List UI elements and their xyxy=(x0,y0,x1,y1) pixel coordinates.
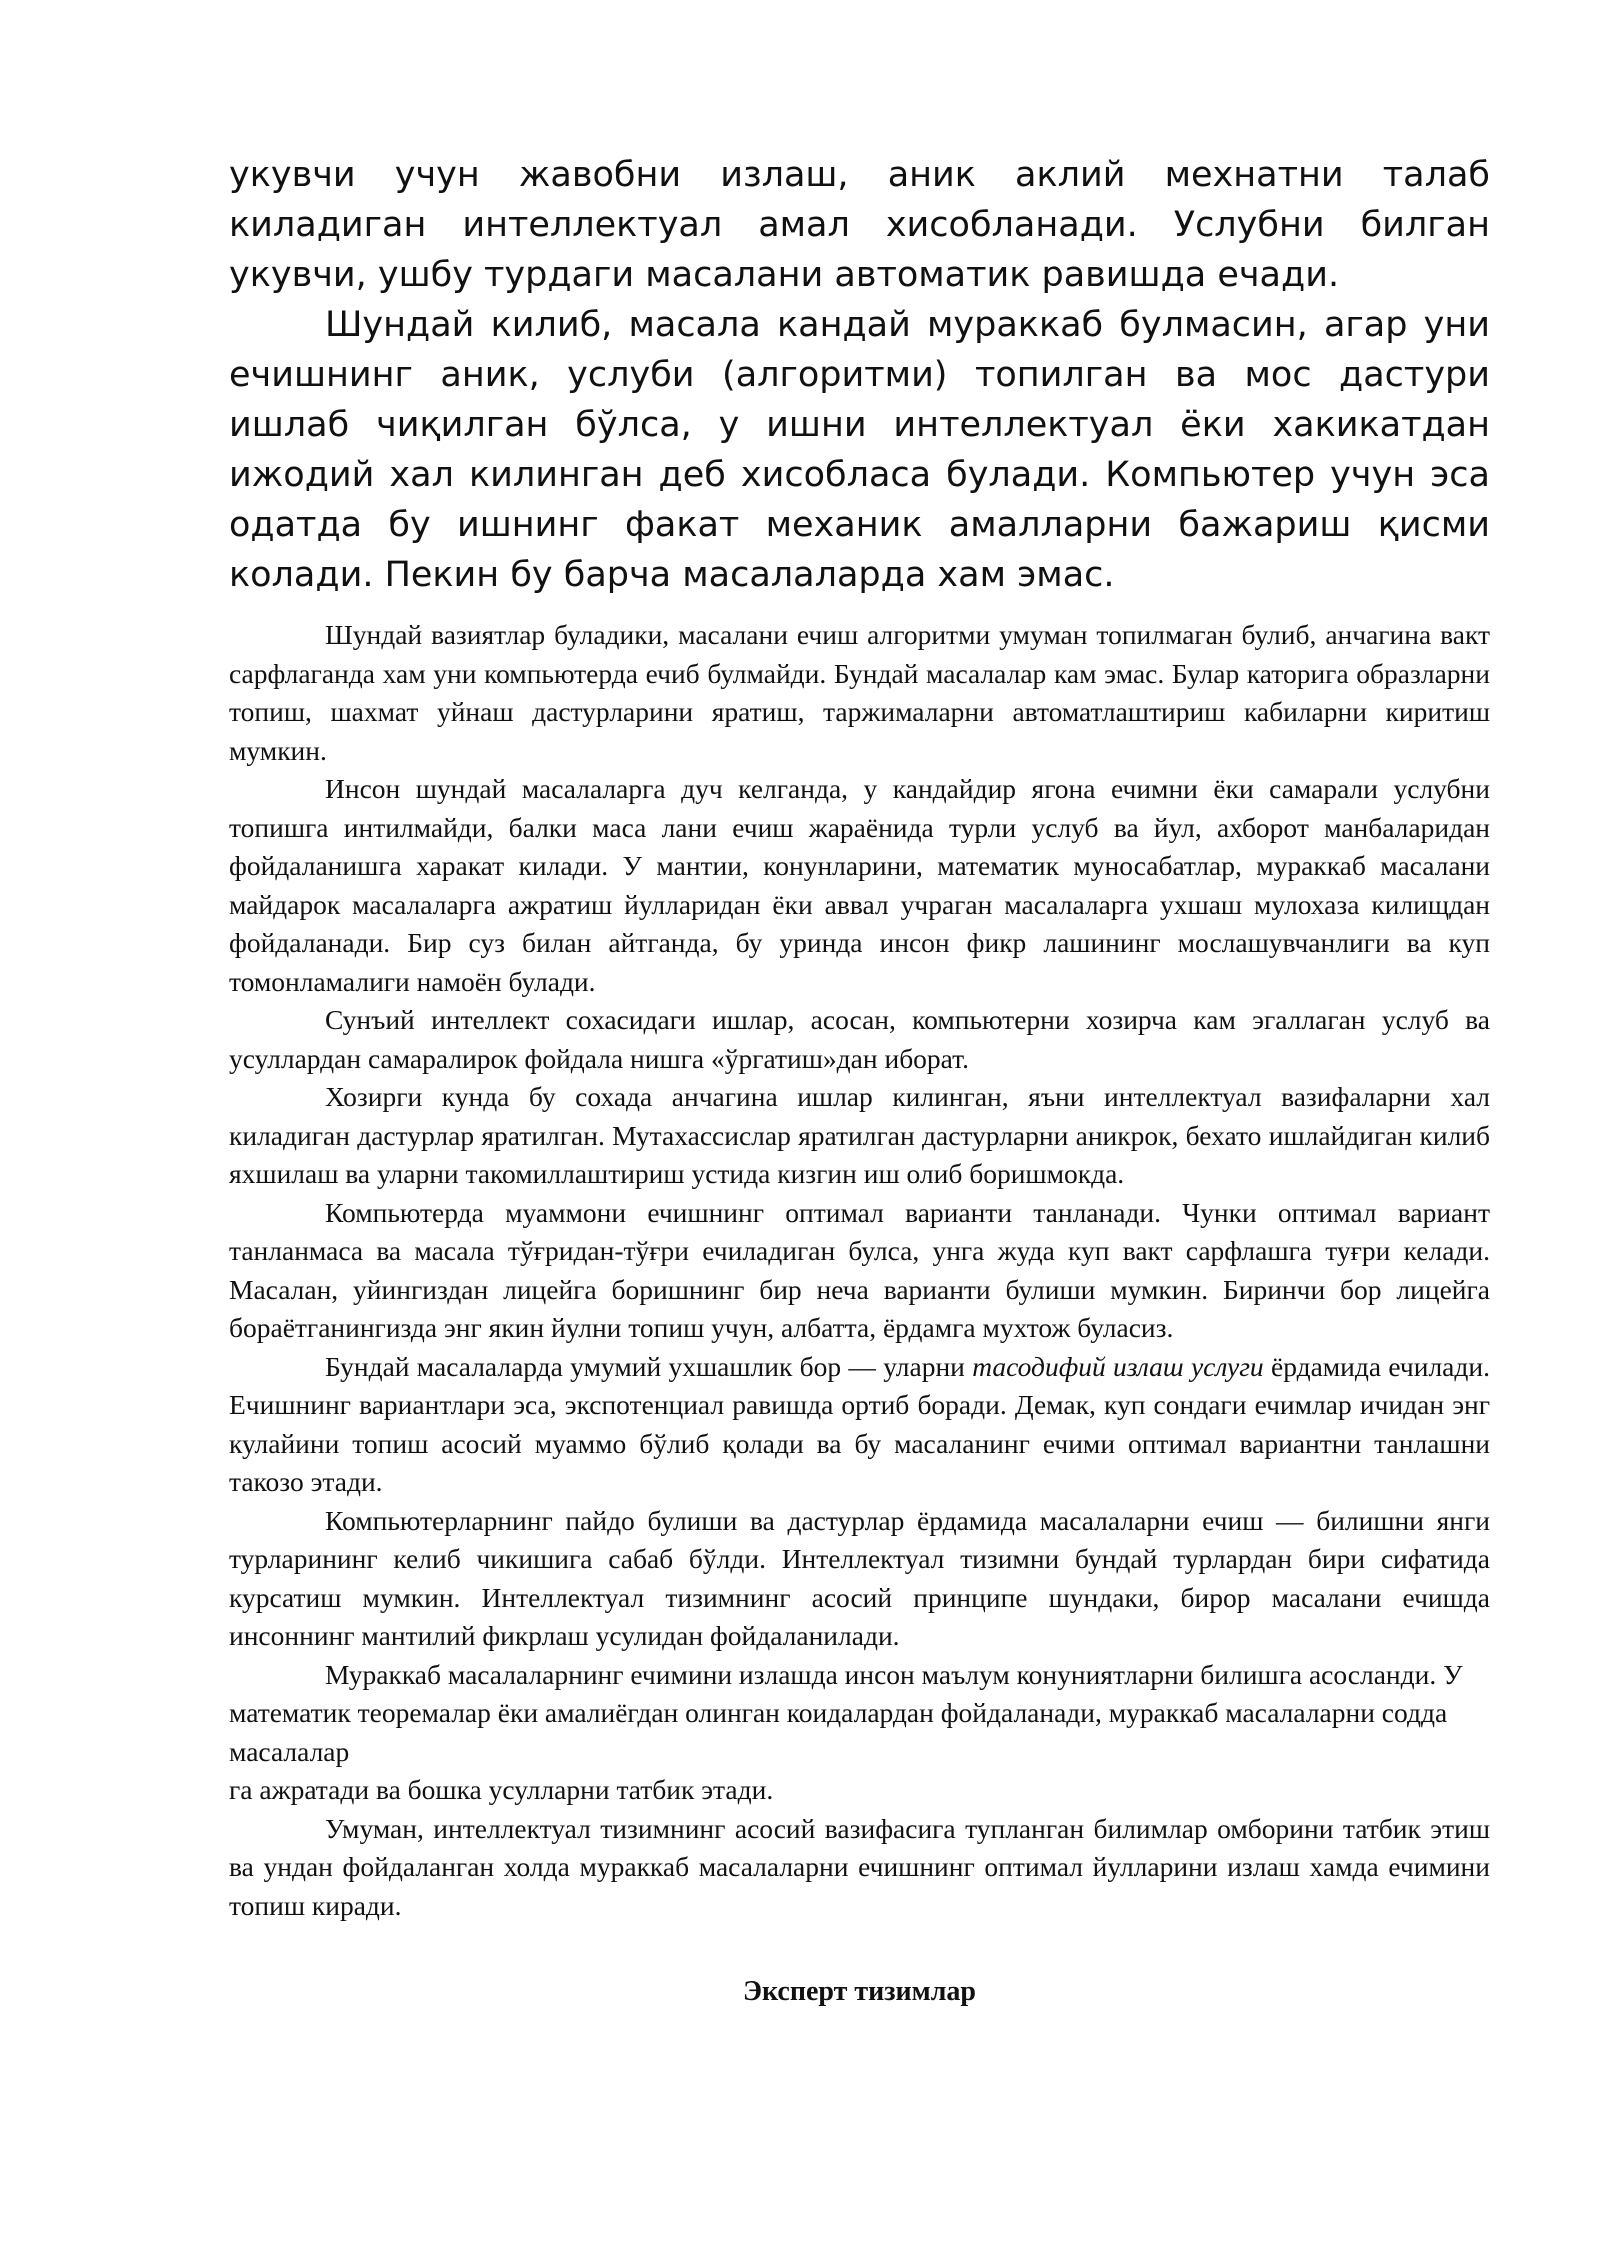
paragraph-random-search xyxy=(229,1348,1490,1502)
paragraph-continued: укувчи учун жавобни излаш, аник аклий мехнатни талаб киладиган интеллектуал амал хисобланади. Услубни билган укувчи, ушбу турдаги масалани автоматик равишда ечади. xyxy=(229,155,1490,295)
paragraph-optimal-variant: Компьютерда муаммони ечишнинг оптимал варианти танланади. Чунки оптимал вариант танланмаса ва масала тўғридан-тўғри ечиладиган булса, унга жуда куп вакт сарфлашга туғри келади. Масалан, уйингиздан лицейга боришнинг бир неча варианти булиши мумкин. Биринчи бор лицейга бораётганингизда энг якин йулни топиш учун, албатта, ёрдамга мухтож буласиз. xyxy=(229,1196,1490,1343)
paragraph-intelligent-system: Компьютерларнинг пайдо булиши ва дастурлар ёрдамида масалаларни ечиш — билишни янги турларининг келиб чикишига сабаб бўлди. Интеллектуал тизимни бундай турлардан бири сифатида курсатиш мумкин. Интеллектуал тизимнинг асосий принципе шундаки, бирор масалани ечишда инсоннинг мантилий фикрлаш усулидан фойдаланилади. xyxy=(229,1504,1490,1651)
paragraph-main-task: Умуман, интеллектуал тизимнинг асосий вазифасига тупланган билимлар омборини татбик этиш ва ундан фойдаланган холда мураккаб масалаларни ечишнинг оптимал йулларини излаш хамда ечимини топиш киради. xyxy=(229,1812,1490,1921)
paragraph-complex-problems-part2: га ажратади ва бошка усулларни татбик этади. xyxy=(229,1774,774,1805)
document-page xyxy=(229,150,1490,2012)
paragraph-human-approach: Инсон шундай масалаларга дуч келганда, у кандайдир ягона ечимни ёки самарали услубни топишга интилмайди, балки маса лани ечиш жараёнида турли услуб ва йул, ахборот манбаларидан фойдаланишга харакат килади. У мантии, конунларини, математик муносабатлар, мураккаб масалани майдарок масалаларга ажратиш йулларидан ёки аввал учраган масалаларга ухшаш мулохаза килищдан фойдаланади. Бир суз билан айтганда, бу уринда инсон фикр лашининг мослашувчанлиги ва куп томонламалиги намоён булади. xyxy=(229,773,1490,997)
paragraph-situations: Шундай вазиятлар буладики, масалани ечиш алгоритми умуман топилмаган булиб, анчагина вакт сарфлаганда хам уни компьютерда ечиб булмайди. Бундай масалалар кам эмас. Булар каторига образларни топиш, шахмат уйнаш дастурларини яратиш, таржималарни автоматлаштириш кабиларни киритиш мумкин. xyxy=(229,619,1490,766)
paragraph-complex-problems-part1: Мураккаб масалаларнинг ечимини излашда инсон маълум конуниятларни билишга асосланди. У математик теоремалар ёки амалиёгдан олинган коидалардан фойдаланади, мураккаб масалаларни содда масалалар xyxy=(229,1658,1463,1767)
paragraph-summary: Шундай килиб, масала кандай мураккаб булмасин, агар уни ечишнинг аник, услуби (алгоритми) топилган ва мос дастури ишлаб чиқилган бўлса, у ишни интеллектуал ёки хакикатдан ижодий хал килинган деб хисобласа булади. Компьютер учун эса одатда бу ишнинг факат механик амалларни бажариш қисми колади. Пекин бу барча масалаларда хам эмас. xyxy=(229,305,1490,595)
section-heading: Эксперт тизимлар xyxy=(743,1976,976,2007)
italic-term: тасодифий излаш услуги xyxy=(972,1350,1264,1382)
text-segment: ёрдамида ечилади. Ечишнинг вариантлари эса, экспотенциал равишда ортиб боради. Демак, куп сондаги ечимлар ичидан энг кулайини топиш асосий муаммо бўлиб қолади ва бу масаланинг ечими оптимал вариантни танлашни такозо этади. xyxy=(229,1350,1490,1497)
text-segment: Бундай масалаларда умумий ухшашлик бор — уларни xyxy=(325,1350,973,1382)
paragraph-ai-field: Сунъий интеллект сохасидаги ишлар, асосан, компьютерни хозирча кам эгаллаган услуб ва усуллардан самаралирок фойдала нишга «ўргатиш»дан иборат. xyxy=(229,1004,1490,1074)
paragraph-current-work: Хозирги кунда бу сохада анчагина ишлар килинган, яъни интеллектуал вазифаларни хал киладиган дастурлар яратилган. Мутахассислар яратилган дастурларни аникрок, бехато ишлайдиган килиб яхшилаш ва уларни такомиллаштириш устида кизгин иш олиб боришмокда. xyxy=(229,1081,1490,1189)
